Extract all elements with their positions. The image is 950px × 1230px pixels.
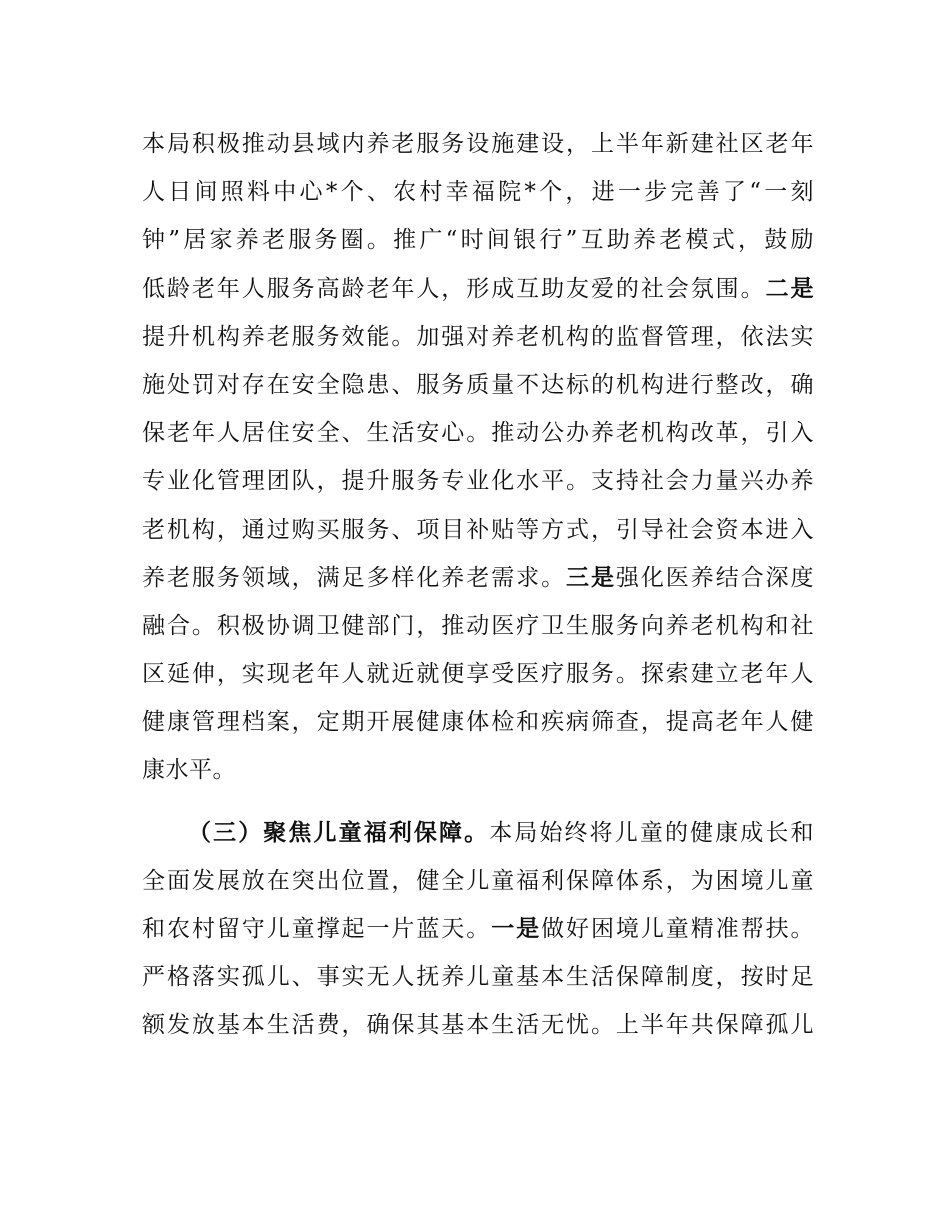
- text-run: 养老服务领域，满足多样化养老需求。: [142, 564, 567, 591]
- paragraph-child-welfare: [142, 809, 814, 1050]
- text-line: 全面发展放在突出位置，健全儿童福利保障体系，为困境儿童: [142, 867, 814, 894]
- text-run: 低龄老年人服务高龄老年人，形成互助友爱的社会氛围。: [142, 275, 766, 302]
- text-run: 强化医养结合深度: [615, 564, 815, 591]
- bold-heading-marker: 一是: [491, 916, 542, 942]
- text-line: [142, 554, 814, 602]
- section-heading: （三）聚焦儿童福利保障。: [188, 819, 490, 846]
- text-line: 康水平。: [142, 757, 236, 784]
- paragraph-elderly-services: [142, 120, 814, 795]
- text-line: [142, 809, 814, 857]
- text-line: 本局积极推动县域内养老服务设施建设，上半年新建社区老年: [142, 131, 814, 157]
- text-run: 和农村留守儿童撑起一片蓝天。: [142, 916, 492, 942]
- text-line: 保老年人居住安全、生活安心。推动公办养老机构改革，引入: [142, 420, 814, 447]
- bold-heading-marker: 三是: [566, 564, 616, 591]
- text-run: 本局始终将儿童的健康成长和: [489, 819, 815, 846]
- text-line: 施处罚对存在安全隐患、服务质量不达标的机构进行整改，确: [142, 371, 814, 398]
- text-line: 健康管理档案，定期开展健康体检和疾病筛查，提高老年人健: [142, 709, 814, 736]
- text-line: 提升机构养老服务效能。加强对养老机构的监督管理，依法实: [142, 323, 814, 350]
- paragraph-spacer: [142, 795, 814, 809]
- text-line: 额发放基本生活费，确保其基本生活无忧。上半年共保障孤儿: [142, 1012, 814, 1039]
- bold-heading-marker: 二是: [765, 275, 815, 302]
- text-line: 专业化管理团队，提升服务专业化水平。支持社会力量兴办养: [142, 468, 814, 495]
- document-page: [142, 120, 814, 1050]
- text-line: 区延伸，实现老年人就近就便享受医疗服务。探索建立老年人: [142, 661, 814, 688]
- text-run: 做好困境儿童精准帮扶。: [541, 916, 815, 942]
- text-line: 钟”居家养老服务圈。推广“时间银行”互助养老模式，鼓励: [142, 227, 814, 254]
- text-line: [142, 905, 814, 953]
- text-line: 人日间照料中心*个、农村幸福院*个，进一步完善了“一刻: [142, 179, 814, 206]
- text-line: 老机构，通过购买服务、项目补贴等方式，引导社会资本进入: [142, 516, 814, 543]
- text-line: 严格落实孤儿、事实无人抚养儿童基本生活保障制度，按时足: [142, 964, 814, 991]
- text-line: 融合。积极协调卫健部门，推动医疗卫生服务向养老机构和社: [142, 612, 814, 639]
- text-line: [142, 265, 814, 313]
